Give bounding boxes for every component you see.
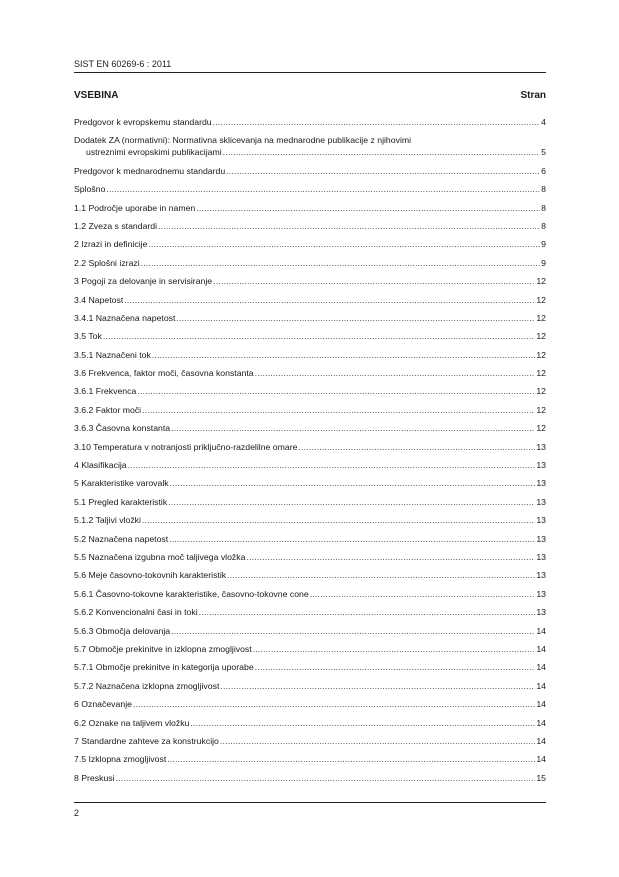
toc-entry[interactable] (74, 772, 546, 784)
toc-entry-page: 12 (536, 276, 546, 287)
toc-leader-dots (148, 238, 540, 250)
toc-entry-page: 5 (541, 147, 546, 158)
toc-entry[interactable] (74, 257, 546, 269)
toc-entry-page: 13 (536, 478, 546, 489)
toc-entry-page: 12 (536, 404, 546, 415)
toc-entry-row (74, 220, 546, 232)
toc-entry-title: 3.4.1 Naznačena napetost (74, 312, 176, 323)
toc-entry[interactable] (74, 753, 546, 765)
toc-entry-page: 13 (536, 441, 546, 452)
toc-entry[interactable] (74, 588, 546, 600)
toc-entry-page: 12 (536, 349, 546, 360)
toc-entry-row (74, 588, 546, 600)
toc-entry-page: 8 (541, 184, 546, 195)
toc-entry[interactable] (74, 625, 546, 637)
toc-leader-dots (171, 422, 535, 434)
toc-entry[interactable] (74, 134, 546, 158)
toc-leader-dots (170, 477, 536, 489)
page-number: 2 (74, 808, 80, 818)
toc-entry-row (74, 717, 546, 729)
toc-entry-title: 5.6.3 Območja delovanja (74, 625, 171, 636)
toc-entry-row (74, 330, 546, 342)
toc-entry-row (74, 661, 546, 673)
toc-entry-row (74, 202, 546, 214)
toc-entry-title: 3.10 Temperatura v notranjosti priključno-razdelilne omare (74, 441, 298, 452)
toc-entry[interactable] (74, 202, 546, 214)
toc-entry-row (74, 772, 546, 784)
toc-entry-title: 7.5 Izklopna zmogljivost (74, 754, 167, 765)
toc-entry-row (74, 294, 546, 306)
toc-entry-title: 5.7 Območje prekinitve in izklopna zmogljivost (74, 643, 252, 654)
toc-entry-page: 14 (536, 625, 546, 636)
toc-entry[interactable] (74, 717, 546, 729)
toc-entry-row (74, 165, 546, 177)
toc-leader-dots (142, 404, 535, 416)
toc-entry-title: 4 Klasifikacija (74, 460, 127, 471)
toc-leader-dots (310, 588, 536, 600)
toc-entry-page: 14 (536, 643, 546, 654)
toc-entry-row (74, 477, 546, 489)
toc-entry-page: 14 (536, 680, 546, 691)
toc-leader-dots (227, 569, 535, 581)
toc-entry[interactable] (74, 385, 546, 397)
toc-leader-dots (199, 606, 536, 618)
toc-entry-title: 6.2 Oznake na taljivem vložku (74, 717, 190, 728)
toc-entry-row (74, 385, 546, 397)
toc-entry-row (74, 753, 546, 765)
toc-entry-title: 5.7.2 Naznačena izklopna zmogljivost (74, 680, 220, 691)
toc-entry-row (74, 146, 546, 158)
toc-leader-dots (128, 459, 536, 471)
toc-entry-row (74, 643, 546, 655)
toc-entry-title: 5 Karakteristike varovalk (74, 478, 169, 489)
toc-entry[interactable] (74, 680, 546, 692)
toc-entry-title: 5.7.1 Območje prekinitve in kategorija uporabe (74, 662, 254, 673)
toc-entry-row (74, 680, 546, 692)
toc-entry[interactable] (74, 459, 546, 471)
toc-entry-title: 5.1 Pregled karakteristik (74, 496, 168, 507)
toc-leader-dots (152, 349, 536, 361)
toc-entry-title: 3.6.1 Frekvenca (74, 386, 137, 397)
page-column-heading: Stran (520, 90, 546, 101)
toc-entry-page: 13 (536, 496, 546, 507)
toc-entry-row (74, 533, 546, 545)
toc-entry-row (74, 183, 546, 195)
toc-entry-row (74, 367, 546, 379)
toc-entry-page: 8 (541, 202, 546, 213)
toc-leader-dots (103, 330, 535, 342)
toc-entry-row (74, 404, 546, 416)
toc-entry-page: 14 (536, 662, 546, 673)
toc-leader-dots (106, 183, 540, 195)
toc-entry-title: 3.5 Tok (74, 331, 102, 342)
toc-entry-title: 2 Izrazi in definicije (74, 239, 148, 250)
toc-leader-dots (220, 735, 535, 747)
toc-entry[interactable] (74, 349, 546, 361)
toc-entry-page: 13 (536, 533, 546, 544)
toc-entry-page: 15 (536, 772, 546, 783)
toc-entry[interactable] (74, 606, 546, 618)
toc-entry-row (74, 625, 546, 637)
toc-leader-dots (196, 202, 540, 214)
toc-entry-row (74, 441, 546, 453)
toc-leader-dots (168, 496, 535, 508)
toc-leader-dots (169, 533, 535, 545)
toc-entry-page: 8 (541, 220, 546, 231)
header-rule (74, 72, 546, 73)
toc-leader-dots (124, 294, 535, 306)
toc-entry-title-line1: Dodatek ZA (normativni): Normativna sklicevanja na mednarodne publikacije z njihovimi (74, 135, 412, 146)
toc-entry-page: 12 (536, 312, 546, 323)
toc-entry-title: 2.2 Splošni izrazi (74, 257, 140, 268)
toc-entry-title: 1.1 Področje uporabe in namen (74, 202, 196, 213)
toc-entry-title: 3.6.3 Časovna konstanta (74, 423, 171, 434)
toc-leader-dots (246, 551, 535, 563)
toc-entry-page: 12 (536, 386, 546, 397)
toc-entry-page: 9 (541, 239, 546, 250)
toc-entry-page: 14 (536, 699, 546, 710)
toc-entry-title: Predgovor k evropskemu standardu (74, 117, 212, 127)
toc-entry[interactable] (74, 551, 546, 563)
toc-leader-dots (133, 698, 535, 710)
toc-entry[interactable] (74, 220, 546, 232)
toc-leader-dots (255, 367, 536, 379)
toc-leader-dots (226, 165, 540, 177)
toc-entry-title: 8 Preskusi (74, 772, 115, 783)
toc-entry-row (74, 116, 546, 128)
toc-entry[interactable] (74, 294, 546, 306)
toc-entry-title: 1.2 Zveza s standardi (74, 220, 158, 231)
toc-leader-dots (253, 643, 536, 655)
toc-entry-title: 3 Pogoji za delovanje in servisiranje (74, 276, 213, 287)
toc-entry[interactable] (74, 238, 546, 250)
toc-entry[interactable] (74, 698, 546, 710)
toc-entry[interactable] (74, 183, 546, 195)
toc-entry-row (74, 496, 546, 508)
toc-entry[interactable] (74, 477, 546, 489)
toc-entry[interactable] (74, 514, 546, 526)
toc-entry[interactable] (74, 735, 546, 747)
toc-entry-row (74, 312, 546, 324)
toc-entry-title: 3.4 Napetost (74, 294, 124, 305)
toc-leader-dots (213, 116, 541, 128)
toc-entry[interactable] (74, 275, 546, 287)
toc-entry-page: 14 (536, 754, 546, 765)
toc-entry-title: 7 Standardne zahteve za konstrukcijo (74, 735, 219, 746)
toc-leader-dots (142, 514, 535, 526)
toc-entry-title: ustreznimi evropskimi publikacijami (86, 147, 222, 158)
toc-entry-row (74, 514, 546, 526)
toc-entry-row (74, 735, 546, 747)
toc-entry-title: 3.6.2 Faktor moči (74, 404, 142, 415)
toc-entry-row (74, 275, 546, 287)
toc-entry-page: 12 (536, 294, 546, 305)
toc-entry-title: 5.6.2 Konvencionalni časi in toki (74, 607, 198, 618)
toc-entry-row (74, 459, 546, 471)
toc-entry[interactable] (74, 569, 546, 581)
toc-entry-title: 3.5.1 Naznačeni tok (74, 349, 151, 360)
toc-entry-row (74, 698, 546, 710)
toc-entry[interactable] (74, 165, 546, 177)
toc-entry-title: 5.2 Naznačena napetost (74, 533, 169, 544)
toc-entry[interactable] (74, 312, 546, 324)
toc-entry-page: 13 (536, 588, 546, 599)
toc-entry[interactable] (74, 643, 546, 655)
toc-entry-page: 13 (536, 460, 546, 471)
toc-heading-row (74, 90, 546, 101)
toc-entry-title: Splošno (74, 184, 106, 195)
toc-leader-dots (223, 146, 540, 158)
toc-entry-page: 13 (536, 551, 546, 562)
toc-entry-row (74, 606, 546, 618)
toc-entry[interactable] (74, 496, 546, 508)
toc-entry[interactable] (74, 422, 546, 434)
toc-leader-dots (116, 772, 536, 784)
toc-leader-dots (167, 753, 535, 765)
toc-entry-title: 5.5 Naznačena izgubna moč taljivega vložka (74, 551, 246, 562)
toc-entry-page: 13 (536, 607, 546, 618)
toc-entry[interactable] (74, 441, 546, 453)
toc-entry-title: Predgovor k mednarodnemu standardu (74, 165, 226, 176)
toc-leader-dots (158, 220, 540, 232)
toc-entry-page: 12 (536, 331, 546, 342)
toc-entry-title: 5.1.2 Taljivi vložki (74, 515, 141, 526)
toc-entry-title: 3.6 Frekvenca, faktor moči, časovna konstanta (74, 368, 254, 379)
toc-entry-title: 5.6 Meje časovno-tokovnih karakteristik (74, 570, 227, 581)
toc-entry-page: 12 (536, 368, 546, 379)
toc-leader-dots (190, 717, 535, 729)
toc-leader-dots (137, 385, 535, 397)
toc-entry-page: 9 (541, 257, 546, 268)
toc-leader-dots (298, 441, 535, 453)
toc-entry-page: 6 (541, 165, 546, 176)
toc-entry-page: 14 (536, 717, 546, 728)
toc-entry-page: 12 (536, 423, 546, 434)
toc-entry-page: 13 (536, 515, 546, 526)
toc-leader-dots (220, 680, 535, 692)
toc-entry-page: 13 (536, 570, 546, 581)
toc-entry-row (74, 422, 546, 434)
toc-entry[interactable] (74, 330, 546, 342)
toc-heading: VSEBINA (74, 90, 119, 101)
toc-entry-title: 5.6.1 Časovno-tokovne karakteristike, časovno-tokovne cone (74, 588, 309, 599)
toc-entry-page: 14 (536, 735, 546, 746)
toc-leader-dots (213, 275, 535, 287)
toc-entry-title: 6 Označevanje (74, 699, 132, 710)
table-of-contents (74, 116, 546, 790)
toc-entry[interactable] (74, 404, 546, 416)
toc-entry[interactable] (74, 116, 546, 128)
footer-rule (74, 802, 546, 803)
toc-entry[interactable] (74, 533, 546, 545)
toc-entry-row (74, 569, 546, 581)
toc-entry[interactable] (74, 367, 546, 379)
toc-leader-dots (171, 625, 535, 637)
toc-leader-dots (141, 257, 540, 269)
toc-entry-page: 4 (541, 117, 546, 127)
toc-leader-dots (255, 661, 536, 673)
toc-entry-row (74, 257, 546, 269)
toc-entry-row (74, 349, 546, 361)
standard-header: SIST EN 60269-6 : 2011 (74, 59, 172, 69)
toc-entry-row (74, 551, 546, 563)
toc-entry[interactable] (74, 661, 546, 673)
toc-leader-dots (176, 312, 535, 324)
toc-entry-row (74, 238, 546, 250)
